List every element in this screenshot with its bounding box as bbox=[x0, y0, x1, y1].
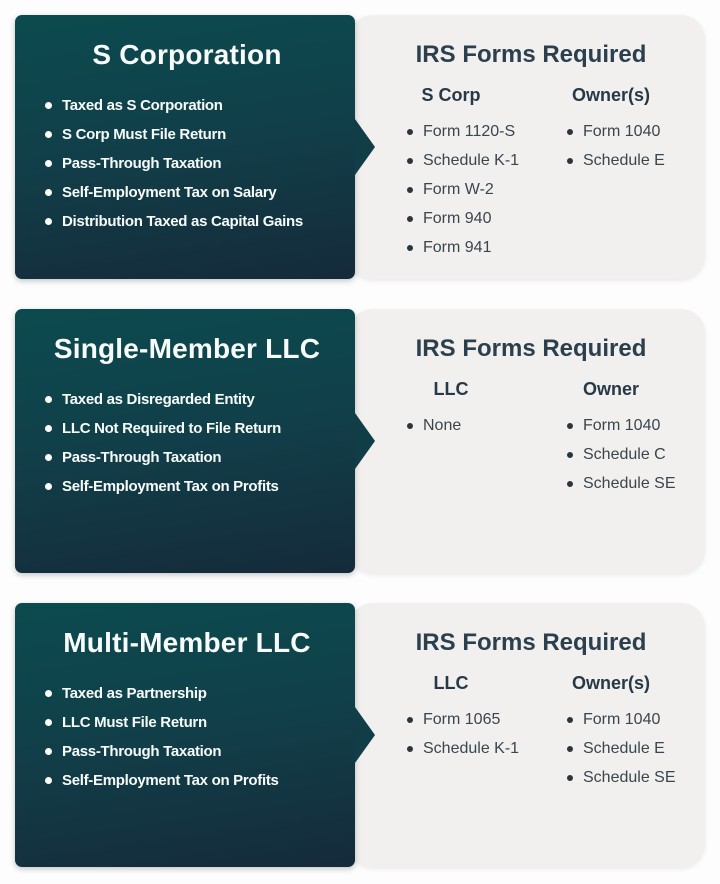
forms-card bbox=[349, 15, 705, 279]
feature-text: Self-Employment Tax on Profits bbox=[62, 772, 279, 789]
forms-list bbox=[531, 117, 691, 175]
entity-feature-list bbox=[45, 385, 343, 501]
feature-text: Pass-Through Taxation bbox=[62, 449, 222, 466]
form-text: Form 1040 bbox=[583, 123, 661, 140]
feature-item bbox=[45, 679, 343, 708]
form-item bbox=[407, 734, 531, 763]
forms-list bbox=[371, 705, 531, 763]
bullet-icon bbox=[567, 158, 573, 164]
form-item bbox=[567, 411, 691, 440]
forms-list bbox=[531, 705, 691, 792]
forms-column bbox=[531, 672, 691, 792]
entity-title: S Corporation bbox=[92, 39, 282, 70]
bullet-icon bbox=[45, 748, 52, 755]
forms-column-header: S Corp bbox=[421, 85, 481, 105]
form-item bbox=[567, 117, 691, 146]
feature-item bbox=[45, 708, 343, 737]
bullet-icon bbox=[45, 690, 52, 697]
form-text: Form 1065 bbox=[423, 711, 501, 728]
feature-item bbox=[45, 149, 343, 178]
entity-panel bbox=[15, 309, 705, 573]
feature-text: Self-Employment Tax on Profits bbox=[62, 478, 279, 495]
arrow-right-icon bbox=[355, 413, 375, 469]
feature-text: Self-Employment Tax on Salary bbox=[62, 184, 277, 201]
bullet-icon bbox=[45, 396, 52, 403]
forms-column-header: Owner bbox=[582, 379, 639, 399]
form-text: Schedule K-1 bbox=[423, 740, 520, 757]
form-item bbox=[407, 175, 531, 204]
form-item bbox=[567, 705, 691, 734]
form-text: Form W-2 bbox=[423, 181, 494, 198]
form-item bbox=[567, 763, 691, 792]
feature-text: Pass-Through Taxation bbox=[62, 743, 222, 760]
bullet-icon bbox=[407, 423, 413, 429]
form-item bbox=[407, 705, 531, 734]
feature-item bbox=[45, 414, 343, 443]
feature-item bbox=[45, 385, 343, 414]
forms-column bbox=[531, 378, 691, 498]
entity-card bbox=[15, 603, 355, 867]
form-text: Form 1120-S bbox=[423, 123, 516, 140]
entity-panel bbox=[15, 15, 705, 279]
bullet-icon bbox=[45, 425, 52, 432]
form-text: Schedule C bbox=[583, 446, 666, 463]
form-text: Form 941 bbox=[423, 239, 492, 256]
form-item bbox=[567, 734, 691, 763]
entity-feature-list bbox=[45, 91, 343, 236]
form-item bbox=[407, 146, 531, 175]
entity-title: Multi-Member LLC bbox=[63, 627, 311, 658]
forms-column-header: Owner(s) bbox=[571, 673, 650, 693]
forms-card bbox=[349, 309, 705, 573]
bullet-icon bbox=[407, 129, 413, 135]
feature-item bbox=[45, 91, 343, 120]
form-text: Form 1040 bbox=[583, 417, 661, 434]
bullet-icon bbox=[45, 719, 52, 726]
bullet-icon bbox=[45, 131, 52, 138]
feature-item bbox=[45, 766, 343, 795]
form-item bbox=[567, 146, 691, 175]
bullet-icon bbox=[407, 158, 413, 164]
forms-heading: IRS Forms Required bbox=[415, 335, 647, 362]
bullet-icon bbox=[567, 481, 573, 487]
form-text: None bbox=[423, 417, 462, 434]
bullet-icon bbox=[45, 102, 52, 109]
entity-feature-list bbox=[45, 679, 343, 795]
bullet-icon bbox=[567, 717, 573, 723]
forms-list bbox=[531, 411, 691, 498]
bullet-icon bbox=[567, 452, 573, 458]
forms-column bbox=[371, 378, 531, 498]
feature-item bbox=[45, 207, 343, 236]
feature-text: LLC Not Required to File Return bbox=[62, 420, 282, 437]
feature-item bbox=[45, 443, 343, 472]
bullet-icon bbox=[407, 245, 413, 251]
feature-item bbox=[45, 120, 343, 149]
feature-text: S Corp Must File Return bbox=[62, 126, 226, 143]
form-item bbox=[407, 117, 531, 146]
feature-item bbox=[45, 737, 343, 766]
form-text: Form 940 bbox=[423, 210, 492, 227]
forms-column-header: LLC bbox=[433, 379, 469, 399]
bullet-icon bbox=[45, 483, 52, 490]
forms-column bbox=[371, 84, 531, 262]
form-text: Form 1040 bbox=[583, 711, 661, 728]
bullet-icon bbox=[45, 189, 52, 196]
bullet-icon bbox=[45, 218, 52, 225]
arrow-right-icon bbox=[355, 119, 375, 175]
bullet-icon bbox=[567, 423, 573, 429]
forms-heading: IRS Forms Required bbox=[415, 629, 647, 656]
forms-columns bbox=[371, 672, 691, 792]
bullet-icon bbox=[45, 777, 52, 784]
form-item bbox=[407, 204, 531, 233]
form-item bbox=[567, 469, 691, 498]
forms-heading: IRS Forms Required bbox=[415, 41, 647, 68]
bullet-icon bbox=[407, 216, 413, 222]
forms-list bbox=[371, 411, 531, 440]
bullet-icon bbox=[567, 775, 573, 781]
form-item bbox=[567, 440, 691, 469]
forms-columns bbox=[371, 378, 691, 498]
forms-column bbox=[531, 84, 691, 262]
feature-text: LLC Must File Return bbox=[62, 714, 207, 731]
bullet-icon bbox=[45, 454, 52, 461]
entity-card bbox=[15, 309, 355, 573]
bullet-icon bbox=[407, 717, 413, 723]
bullet-icon bbox=[567, 746, 573, 752]
bullet-icon bbox=[407, 187, 413, 193]
form-item bbox=[407, 233, 531, 262]
entity-panel bbox=[15, 603, 705, 867]
feature-text: Taxed as Disregarded Entity bbox=[62, 391, 255, 408]
forms-column-header: LLC bbox=[433, 673, 469, 693]
forms-list bbox=[371, 117, 531, 262]
form-item bbox=[407, 411, 531, 440]
bullet-icon bbox=[407, 746, 413, 752]
forms-card bbox=[349, 603, 705, 867]
entity-card bbox=[15, 15, 355, 279]
form-text: Schedule E bbox=[583, 152, 665, 169]
feature-text: Taxed as Partnership bbox=[62, 685, 207, 702]
feature-item bbox=[45, 178, 343, 207]
forms-columns bbox=[371, 84, 691, 262]
bullet-icon bbox=[45, 160, 52, 167]
form-text: Schedule SE bbox=[583, 769, 676, 786]
feature-item bbox=[45, 472, 343, 501]
feature-text: Taxed as S Corporation bbox=[62, 97, 223, 114]
forms-column-header: Owner(s) bbox=[571, 85, 650, 105]
bullet-icon bbox=[567, 129, 573, 135]
form-text: Schedule K-1 bbox=[423, 152, 520, 169]
feature-text: Distribution Taxed as Capital Gains bbox=[62, 213, 303, 230]
form-text: Schedule E bbox=[583, 740, 665, 757]
arrow-right-icon bbox=[355, 707, 375, 763]
entity-title: Single-Member LLC bbox=[53, 333, 321, 364]
feature-text: Pass-Through Taxation bbox=[62, 155, 222, 172]
forms-column bbox=[371, 672, 531, 792]
form-text: Schedule SE bbox=[583, 475, 676, 492]
